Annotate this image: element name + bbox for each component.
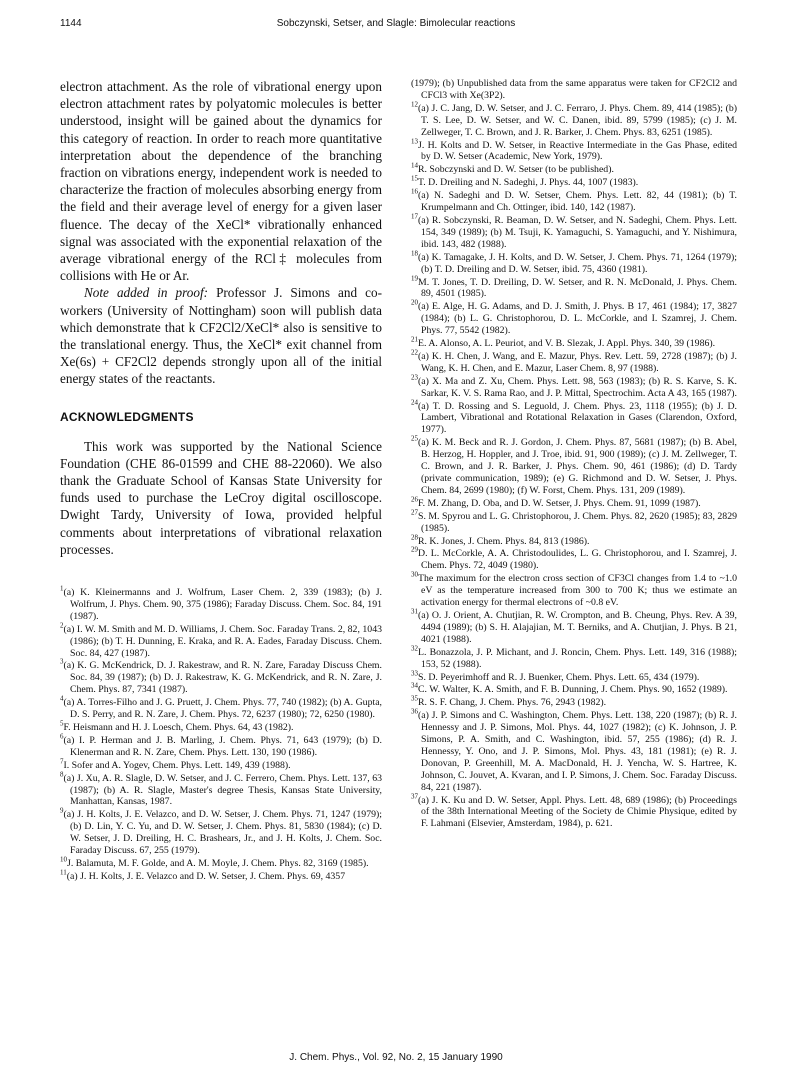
reference-item <box>60 621 382 660</box>
reference-item <box>411 644 737 671</box>
reference-item <box>411 274 737 301</box>
reference-number: 20 <box>411 299 418 308</box>
reference-text: S. M. Spyrou and L. G. Christophorou, J. Chem. Phys. 82, 2620 (1985); 83, 2829 (1985). <box>418 510 737 534</box>
reference-item <box>411 249 737 276</box>
reference-item <box>411 684 737 696</box>
reference-number: 16 <box>411 187 418 196</box>
reference-item <box>411 348 737 375</box>
reference-text: S. D. Peyerimhoff and R. J. Buenker, Chem. Phys. Lett. 65, 434 (1979). <box>418 671 700 683</box>
reference-number: 10 <box>60 855 67 864</box>
reference-item <box>60 719 382 734</box>
reference-number: 3 <box>60 658 64 667</box>
reference-number: 37 <box>411 792 418 801</box>
reference-text: (a) J. H. Kolts, J. E. Velazco and D. W. Setser, J. Chem. Phys. 69, 4357 <box>66 870 346 882</box>
reference-text: R. Sobczynski and D. W. Setser (to be published). <box>418 164 614 176</box>
reference-text: L. Bonazzola, J. P. Michant, and J. Roncin, Chem. Phys. Lett. 149, 316 (1988); 153, 52 (1988). <box>418 646 737 670</box>
reference-item <box>411 792 737 831</box>
reference-item <box>411 437 737 497</box>
reference-number: 36 <box>411 707 418 716</box>
note-text: Professor J. Simons and co-workers (University of Nottingham) soon will publish data which demonstrate that k CF2Cl2/XeCl* also is sensitive to the translational energy. Thus, the XeCl* exit channel from Xe(6s) + CF2Cl2 depends strongly upon all of the initial energy states of the reactants. <box>60 285 382 387</box>
reference-text: The maximum for the electron cross section of CF3Cl changes from 1.4 to ~1.0 eV as the temperature increased from 300 to 700 K; thus we estimate an activation energy for thermal electrons of ~0.8 eV. <box>418 573 737 609</box>
reference-text: (a) I. W. M. Smith and M. D. Williams, J. Chem. Soc. Faraday Trans. 2, 82, 1043 (1986); (b) T. H. Dunning, E. Kraka, and R. A. Eades, Faraday Discuss. Chem. Soc. 84, 427 (1987). <box>63 623 382 659</box>
reference-item <box>60 694 382 721</box>
reference-item <box>411 570 737 609</box>
reference-item <box>411 607 737 646</box>
reference-number: 12 <box>411 100 418 109</box>
reference-number: 29 <box>411 546 418 555</box>
reference-text: (a) N. Sadeghi and D. W. Setser, Chem. Phys. Lett. 82, 44 (1981); (b) T. Krumpelmann and Ch. Ottinger, ibid. 140, 142 (1987). <box>418 190 737 214</box>
body-paragraph-1: electron attachment. As the role of vibrational energy upon electron attachment rates by polyatomic molecules is better understood, insight will be gained about the dynamics for this category of reaction. In order to reach more quantitative interpretation about the dependence of the branching fraction on vibrations energy, independent work is needed to characterize the fraction of molecules absorbing energy from the field and their average level of energy for a given laser fluence. The decay of the XeCl* vibrationally enhanced signal was associated with the exponential relaxation of the average vibrational energy of the RCl‡ molecules from collisions with He or Ar. <box>60 79 382 284</box>
reference-text: (a) T. D. Rossing and S. Leguold, J. Chem. Phys. 23, 1118 (1955); (b) J. D. Lambert, Vibrational and Rotational Relaxation in Gases (Clarendon, Oxford, 1977). <box>418 400 737 436</box>
reference-text: D. L. McCorkle, A. A. Christodoulides, L. G. Christophorou, and I. Szamrej, J. Chem. Phys. 72, 4049 (1980). <box>418 548 737 572</box>
reference-number: 24 <box>411 398 418 407</box>
reference-item <box>60 868 382 883</box>
reference-text: I. Sofer and A. Yogev, Chem. Phys. Lett. 149, 439 (1988). <box>63 759 291 771</box>
reference-text: (a) K. G. McKendrick, D. J. Rakestraw, and R. N. Zare, Faraday Discuss Chem. Soc. 84, 39 (1987); (b) D. J. Rakestraw, K. G. McKendrick, and R. N. Zare, J. Chem. Phys. 87, 7341 (1987). <box>63 660 382 696</box>
reference-item <box>411 212 737 251</box>
reference-item <box>60 584 382 623</box>
reference-number: 35 <box>411 695 418 704</box>
page-number: 1144 <box>60 18 82 29</box>
running-title: Sobczynski, Setser, and Slagle: Bimolecular reactions <box>276 18 516 29</box>
reference-text: J. Balamuta, M. F. Golde, and A. M. Moyle, J. Chem. Phys. 82, 3169 (1985). <box>67 857 369 869</box>
reference-text: (a) K. Tamagake, J. H. Kolts, and D. W. Setser, J. Chem. Phys. 71, 1264 (1979); (b) T. D. Dreiling and D. W. Setser, ibid. 75, 4360 (1981). <box>418 251 737 275</box>
reference-item <box>411 697 737 709</box>
reference-text: (a) E. Alge, H. G. Adams, and D. J. Smith, J. Phys. B 17, 461 (1984); 17, 3827 (1984); (b) L. G. Christophorou, D. L. McCorkle, and I. Szamrej, J. Chem. Phys. 77, 5542 (1982). <box>418 301 737 337</box>
reference-number: 13 <box>411 137 418 146</box>
reference-text: F. Heismann and H. J. Loesch, Chem. Phys. 64, 43 (1982). <box>63 721 294 733</box>
reference-number: 4 <box>60 694 64 703</box>
reference-number: 18 <box>411 249 418 258</box>
reference-item <box>411 533 737 548</box>
reference-item <box>411 398 737 437</box>
reference-text: R. S. F. Chang, J. Chem. Phys. 76, 2943 (1982). <box>418 697 607 709</box>
reference-item <box>411 100 737 139</box>
reference-item <box>411 508 737 535</box>
reference-item <box>411 669 737 684</box>
reference-item <box>411 187 737 214</box>
references-right <box>411 78 737 831</box>
reference-number: 15 <box>411 174 418 183</box>
acknowledgments-heading: ACKNOWLEDGMENTS <box>60 409 194 424</box>
reference-text: F. M. Zhang, D. Oba, and D. W. Setser, J. Phys. Chem. 91, 1099 (1987). <box>418 497 701 509</box>
reference-text: (a) K. M. Beck and R. J. Gordon, J. Chem. Phys. 87, 5681 (1987); (b) B. Abel, B. Herzog, H. Hoppler, and J. Troe, ibid. 91, 900 (1989); (c) J. M. Zellweger, T. C. Brown, and J. R. Barker, J. Phys. Chem. 90, 461 (1986); (d) D. Tardy (private communication, 1989); (e) G. Richmond and D. W. Setser, J. Phys. Chem. 84, 2699 (1980); (f) W. Forst, Chem. Phys. 131, 209 (1989). <box>418 437 737 496</box>
reference-item <box>60 757 382 772</box>
reference-text: (a) J. H. Kolts, J. E. Velazco, and D. W. Setser, J. Chem. Phys. 71, 1247 (1979); (b) D. Lin, Y. C. Yu, and D. W. Setser, J. Chem. Phys. 81, 5830 (1984); (c) D. W. Setser, J. D. Dreiling, H. C. Brashears, Jr., and J. H. Kolts, J. Chem. Soc. Faraday Discuss. 67, 255 (1979). <box>63 809 382 857</box>
reference-item <box>411 707 737 793</box>
reference-number: 26 <box>411 495 418 504</box>
reference-text: (a) A. Torres-Filho and J. G. Pruett, J. Chem. Phys. 77, 740 (1982); (b) A. Gupta, D. S. Perry, and R. N. Zare, J. Chem. Phys. 72, 6237 (1980); 72, 6250 (1980). <box>63 697 382 721</box>
reference-item <box>411 137 737 164</box>
reference-item <box>411 335 737 350</box>
reference-text: J. H. Kolts and D. W. Setser, in Reactive Intermediate in the Gas Phase, edited by D. W. Setser (Academic, New York, 1979). <box>418 139 737 163</box>
references-left <box>60 584 382 884</box>
reference-number: 19 <box>411 274 418 283</box>
reference-text: (a) J. C. Jang, D. W. Setser, and J. C. Ferraro, J. Phys. Chem. 89, 414 (1985); (b) T. S. Lee, D. W. Setser, and W. C. Danen, ibid. 89, 5799 (1985); (c) J. M. Zellweger, T. C. Brown, and J. R. Barker, J. Chem. Phys. 83, 6251 (1985). <box>418 102 737 138</box>
reference-number: 31 <box>411 607 418 616</box>
reference-number: 33 <box>411 669 418 678</box>
reference-number: 8 <box>60 770 64 779</box>
reference-item <box>411 373 737 400</box>
reference-item <box>411 174 737 189</box>
reference-item <box>60 660 382 696</box>
reference-number: 34 <box>411 682 418 691</box>
left-column <box>60 78 382 558</box>
reference-text: R. K. Jones, J. Chem. Phys. 84, 813 (1986). <box>418 535 590 547</box>
reference-text: (a) X. Ma and Z. Xu, Chem. Phys. Lett. 98, 563 (1983); (b) R. S. Karve, S. K. Sarkar, K. V. S. Rama Rao, and J. P. Mittal, Spectrochim. Acta A 43, 165 (1987). <box>418 375 737 399</box>
reference-text: (a) K. Kleinermanns and J. Wolfrum, Laser Chem. 2, 339 (1983); (b) J. Wolfrum, J. Phys. Chem. 90, 375 (1986); Faraday Discuss. Chem. Soc. 84, 191 (1987). <box>63 587 382 622</box>
page-footer: J. Chem. Phys., Vol. 92, No. 2, 15 January 1990 <box>289 1052 503 1063</box>
reference-number: 6 <box>60 732 64 741</box>
reference-number: 1 <box>60 584 64 593</box>
reference-number: 11 <box>60 868 67 877</box>
reference-number: 21 <box>411 335 418 344</box>
reference-item <box>60 855 382 870</box>
reference-item <box>411 495 737 510</box>
reference-item <box>60 770 382 809</box>
reference-text: (a) J. K. Ku and D. W. Setser, Appl. Phys. Lett. 48, 689 (1986); (b) Proceedings of the 38th International Meeting of the Society de Chimie Physique, edited by F. Lahmani (Elsevier, Amsterdam, 1984), p. 621. <box>418 794 737 830</box>
reference-item <box>411 164 737 176</box>
reference-number: 9 <box>60 807 64 816</box>
reference-text: (a) J. P. Simons and C. Washington, Chem. Phys. Lett. 138, 220 (1987); (b) R. J. Hennessy and J. P. Simons, Mol. Phys. 44, 1027 (1982); (c) K. Johnson, J. P. Simons, P. A. Smith, and C. Washington, ibid. 57, 255 (1986); (d) R. J. Hennessy, Y. Ono, and J. P. Simons, Mol. Phys. 43, 181 (1981); (e) R. J. Donovan, P. Greenhill, M. A. MacDonald, H. J. Yencha, W. S. Hartree, K. Johnson, C. Jouvet, A. Kvaran, and I. P. Simons, J. Chem. Soc. Faraday Discuss. 84, 221 (1987). <box>418 710 737 793</box>
reference-number: 2 <box>60 621 64 630</box>
reference-number: 22 <box>411 348 418 357</box>
reference-number: 5 <box>60 719 64 728</box>
reference-text: (a) I. P. Herman and J. B. Marling, J. Chem. Phys. 71, 643 (1979); (b) D. Klenerman and R. N. Zare, Chem. Phys. Lett. 130, 190 (1986). <box>63 734 382 758</box>
reference-text: (1979); (b) Unpublished data from the same apparatus were taken for CF2Cl2 and CFCl3 with Xe(3P2). <box>411 78 737 101</box>
reference-item <box>411 301 737 337</box>
reference-item <box>60 809 382 857</box>
reference-number: 14 <box>411 162 418 171</box>
reference-text: T. D. Dreiling and N. Sadeghi, J. Phys. 44, 1007 (1983). <box>418 177 639 189</box>
note-added-in-proof <box>60 284 382 387</box>
reference-number: 27 <box>411 508 418 517</box>
reference-number: 17 <box>411 212 418 221</box>
reference-item <box>411 78 737 102</box>
reference-item <box>60 732 382 759</box>
reference-item <box>411 548 737 572</box>
reference-text: C. W. Walter, K. A. Smith, and F. B. Dunning, J. Chem. Phys. 90, 1652 (1989). <box>418 684 728 696</box>
reference-text: (a) J. Xu, A. R. Slagle, D. W. Setser, and J. C. Ferrero, Chem. Phys. Lett. 137, 63 (1987); (b) A. R. Slagle, Master's degree Thesis, Kansas State University, Manhattan, Kansas, 1987. <box>63 772 382 808</box>
reference-number: 28 <box>411 533 418 542</box>
reference-number: 32 <box>411 644 418 653</box>
acknowledgments-text: This work was supported by the National Science Foundation (CHE 86-01599 and CHE 88-22060). We also thank the Graduate School of Kansas State University for funds used to purchase the LeCroy digital oscilloscope. Dwight Tardy, University of Iowa, provided helpful comments about interpretations of vibrational relaxation processes. <box>60 438 382 557</box>
reference-number: 30 <box>411 570 418 579</box>
reference-number: 23 <box>411 373 418 382</box>
reference-number: 25 <box>411 435 418 444</box>
reference-text: (a) K. H. Chen, J. Wang, and E. Mazur, Phys. Rev. Lett. 59, 2728 (1987); (b) J. Wang, K. H. Chen, and E. Mazur, Laser Chem. 8, 97 (1988). <box>418 350 737 374</box>
reference-text: E. A. Alonso, A. L. Peuriot, and V. B. Slezak, J. Appl. Phys. 340, 39 (1986). <box>418 338 716 350</box>
reference-text: (a) O. J. Orient, A. Chutjian, R. W. Crompton, and B. Cheung, Phys. Rev. A 39, 4494 (1989); (b) S. H. Alajajian, M. T. Berniks, and A. Chutjian, J. Phys. B 21, 4021 (1988). <box>418 609 737 645</box>
reference-number: 7 <box>60 757 64 766</box>
reference-text: (a) R. Sobczynski, R. Beaman, D. W. Setser, and N. Sadeghi, Chem. Phys. Lett. 154, 349 (1989); (b) M. Tsuji, K. Yamaguchi, S. Yamaguchi, and Y. Nishimura, ibid. 143, 482 (1988). <box>418 214 737 250</box>
page-header <box>60 18 732 32</box>
note-lead: Note added in proof: <box>84 285 209 301</box>
reference-text: M. T. Jones, T. D. Dreiling, D. W. Setser, and R. N. McDonald, J. Phys. Chem. 89, 4501 (1985). <box>418 276 737 300</box>
